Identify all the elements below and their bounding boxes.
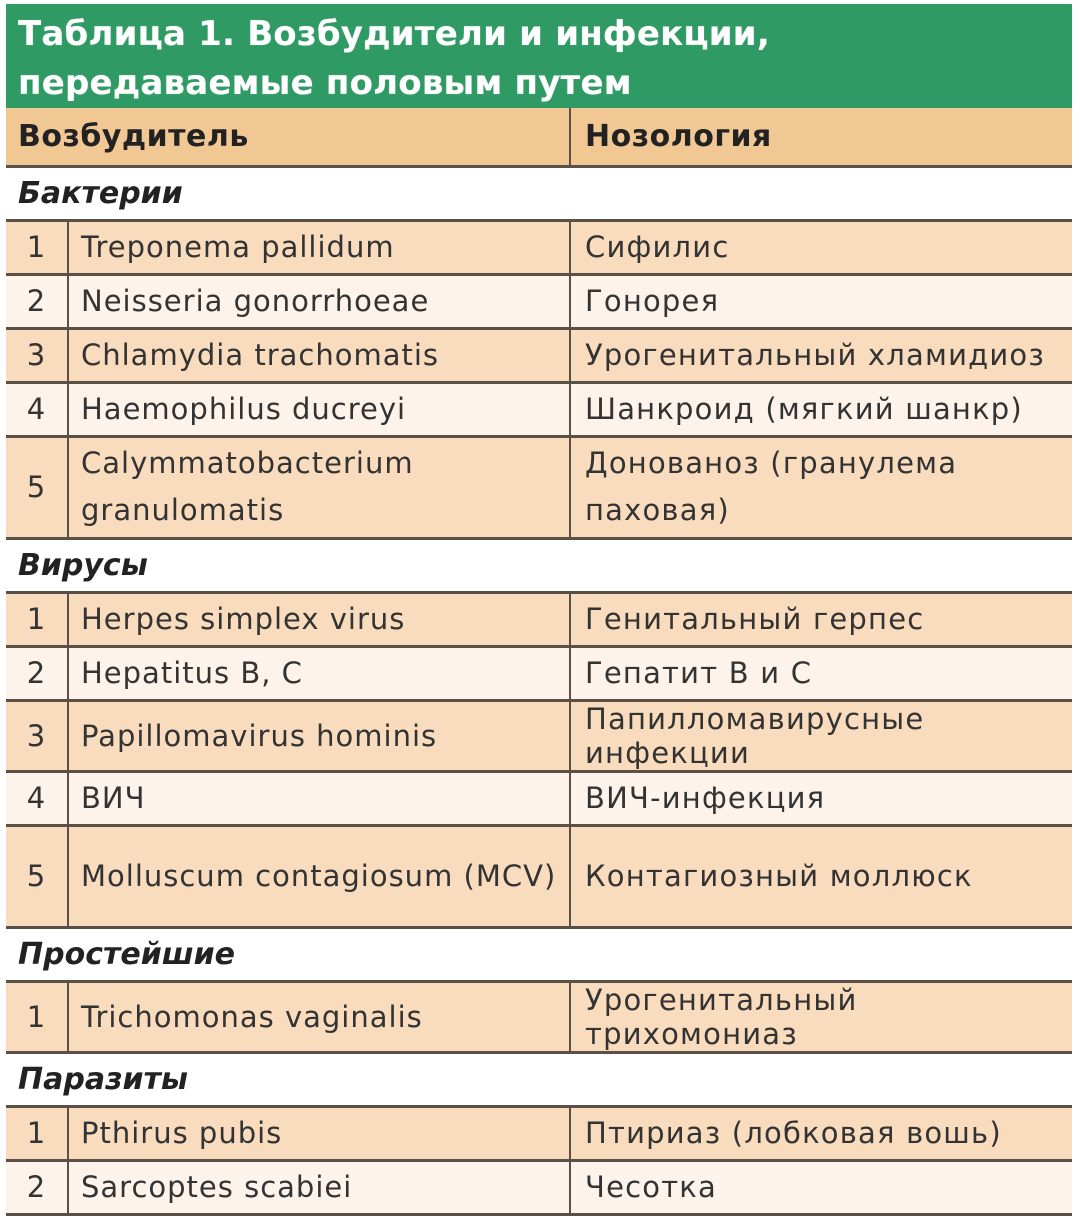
row-number: 2 xyxy=(6,646,68,700)
nosology-cell: ВИЧ-инфекция xyxy=(570,771,1072,825)
agent-cell: Neisseria gonorrhoeae xyxy=(68,274,570,328)
nosology-cell: Гепатит В и С xyxy=(570,646,1072,700)
table-row xyxy=(6,382,1072,436)
group-label: Простейшие xyxy=(6,927,1072,981)
header-nosology: Нозология xyxy=(570,108,1072,166)
agent-cell: Haemophilus ducreyi xyxy=(68,382,570,436)
row-number: 5 xyxy=(6,436,68,538)
agent-cell: Chlamydia trachomatis xyxy=(68,328,570,382)
table-row xyxy=(6,1106,1072,1160)
header-agent: Возбудитель xyxy=(6,108,570,166)
row-number: 1 xyxy=(6,592,68,646)
nosology-cell: Гонорея xyxy=(570,274,1072,328)
group-row-viruses xyxy=(6,538,1072,592)
table-row xyxy=(6,771,1072,825)
agent-cell: Herpes simplex virus xyxy=(68,592,570,646)
header-row xyxy=(6,108,1072,166)
nosology-cell: Сифилис xyxy=(570,220,1072,274)
table-card xyxy=(6,4,1072,1204)
nosology-cell: Урогенитальный трихомониаз xyxy=(570,981,1072,1052)
nosology-cell: Контагиозный моллюск xyxy=(570,825,1072,927)
row-number: 4 xyxy=(6,771,68,825)
table-row xyxy=(6,646,1072,700)
table-row xyxy=(6,592,1072,646)
table-row xyxy=(6,825,1072,927)
agent-cell: Pthirus pubis xyxy=(68,1106,570,1160)
agent-cell: Calymmatobacterium granulomatis xyxy=(68,436,570,538)
agent-cell: Papillomavirus hominis xyxy=(68,700,570,771)
nosology-cell: Шанкроид (мягкий шанкр) xyxy=(570,382,1072,436)
table-row xyxy=(6,700,1072,771)
group-label: Паразиты xyxy=(6,1052,1072,1106)
table-row xyxy=(6,328,1072,382)
table-row xyxy=(6,1160,1072,1214)
row-number: 3 xyxy=(6,328,68,382)
row-number: 5 xyxy=(6,825,68,927)
nosology-cell: Птириаз (лобковая вошь) xyxy=(570,1106,1072,1160)
agent-cell: Molluscum contagiosum (MCV) xyxy=(68,825,570,927)
nosology-cell: Донованоз (гранулема паховая) xyxy=(570,436,1072,538)
row-number: 1 xyxy=(6,220,68,274)
table-row xyxy=(6,436,1072,538)
table-row xyxy=(6,274,1072,328)
table-row xyxy=(6,981,1072,1052)
nosology-cell: Папилломавирусные инфекции xyxy=(570,700,1072,771)
group-row-protozoa xyxy=(6,927,1072,981)
nosology-cell: Чесотка xyxy=(570,1160,1072,1214)
group-label: Бактерии xyxy=(6,166,1072,220)
group-row-parasites xyxy=(6,1052,1072,1106)
row-number: 2 xyxy=(6,274,68,328)
agent-cell: Sarcoptes scabiei xyxy=(68,1160,570,1214)
agent-cell: Trichomonas vaginalis xyxy=(68,981,570,1052)
agent-cell: ВИЧ xyxy=(68,771,570,825)
row-number: 4 xyxy=(6,382,68,436)
row-number: 3 xyxy=(6,700,68,771)
row-number: 2 xyxy=(6,1160,68,1214)
row-number: 1 xyxy=(6,1106,68,1160)
nosology-cell: Генитальный герпес xyxy=(570,592,1072,646)
infections-table xyxy=(6,108,1072,1216)
nosology-cell: Урогенитальный хламидиоз xyxy=(570,328,1072,382)
agent-cell: Treponema pallidum xyxy=(68,220,570,274)
group-row-bacteria xyxy=(6,166,1072,220)
group-label: Вирусы xyxy=(6,538,1072,592)
agent-cell: Hepatitus B, C xyxy=(68,646,570,700)
row-number: 1 xyxy=(6,981,68,1052)
table-title: Таблица 1. Возбудители и инфекции, передаваемые половым путем xyxy=(6,4,1072,108)
table-row xyxy=(6,220,1072,274)
